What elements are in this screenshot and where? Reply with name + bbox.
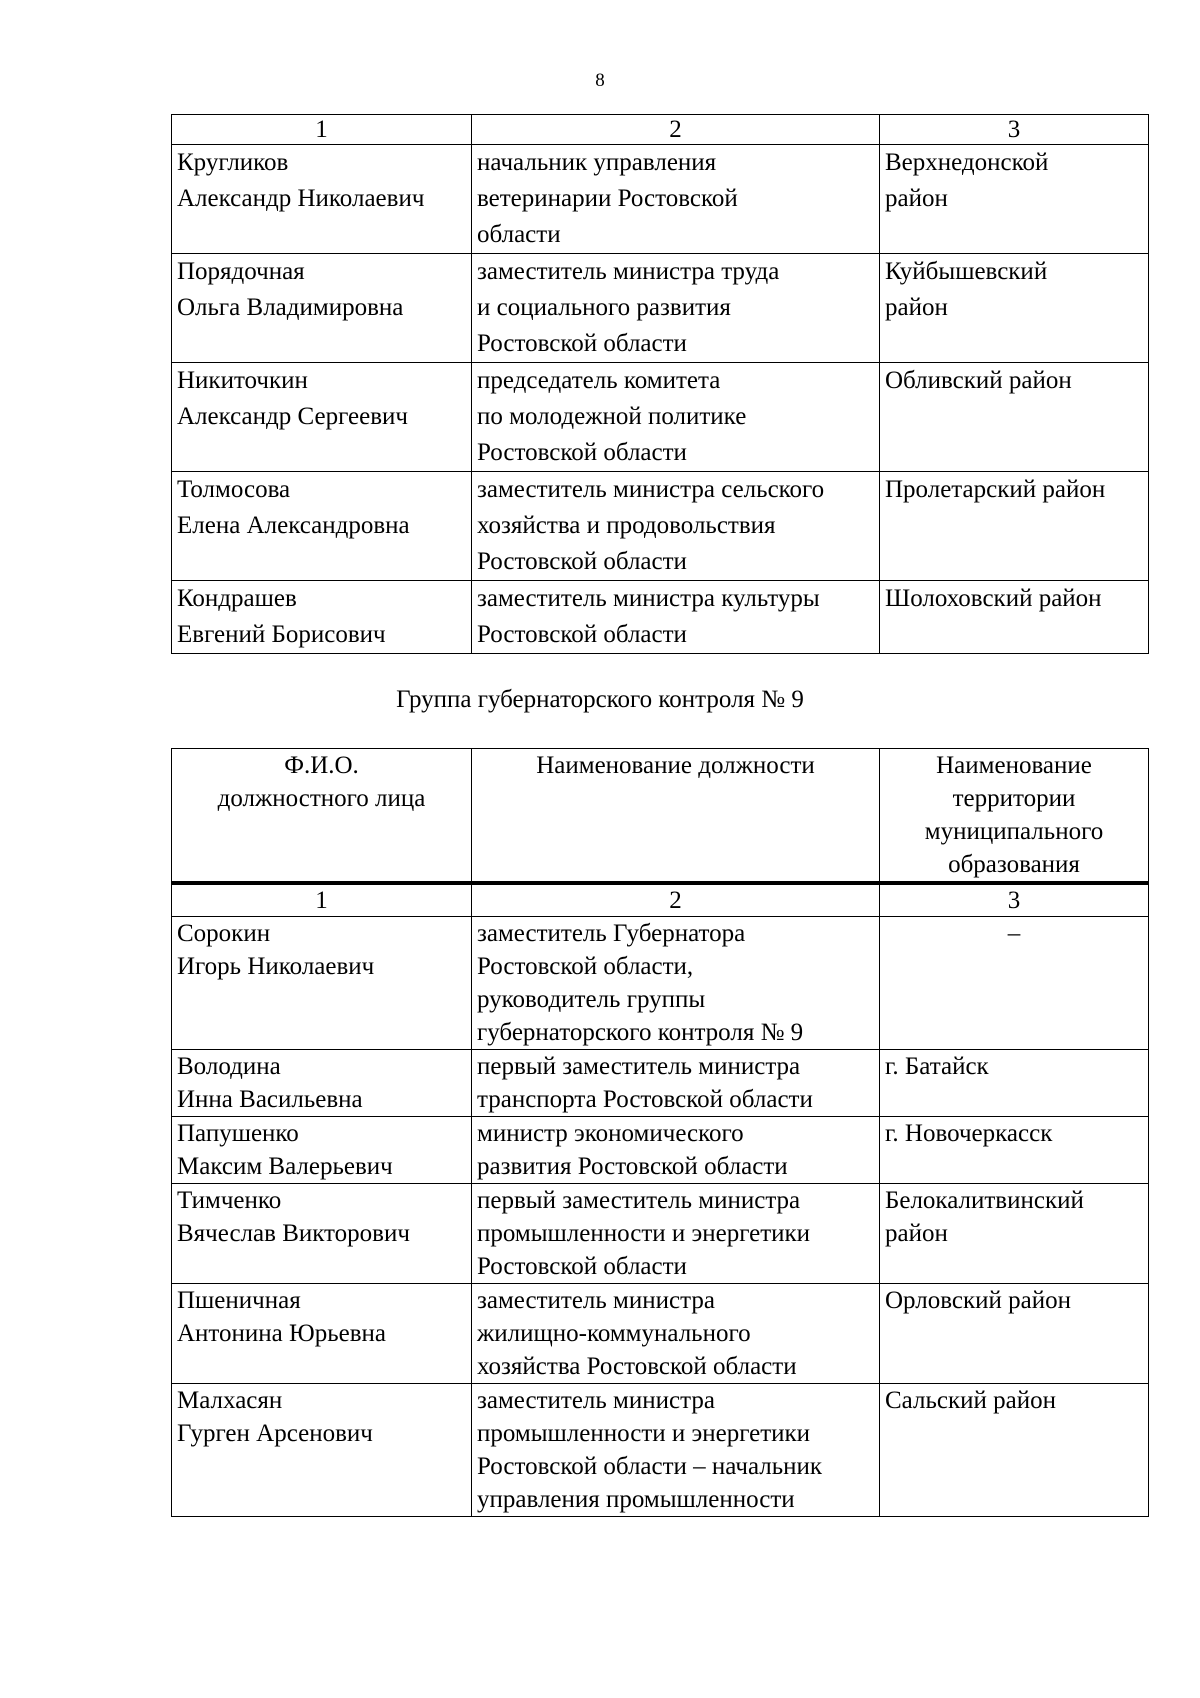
territory-cell: Верхнедонской район [880, 145, 1149, 254]
table-row [172, 1284, 1149, 1384]
column-number-row [172, 115, 1149, 145]
column-number-cell: 3 [880, 883, 1149, 917]
position-cell: заместитель министра промышленности и энергетики Ростовской области – начальник управления промышленности [472, 1384, 880, 1517]
territory-cell: Белокалитвинский район [880, 1184, 1149, 1284]
position-cell: заместитель министра сельского хозяйства и продовольствия Ростовской области [472, 472, 880, 581]
group-heading: Группа губернаторского контроля № 9 [396, 686, 804, 713]
table-row [172, 472, 1149, 581]
official-name-cell: Пшеничная Антонина Юрьевна [172, 1284, 472, 1384]
official-name-cell: Толмосова Елена Александровна [172, 472, 472, 581]
column-number-cell: 1 [172, 115, 472, 145]
position-cell: председатель комитета по молодежной политике Ростовской области [472, 363, 880, 472]
official-name-cell: Кондрашев Евгений Борисович [172, 581, 472, 654]
position-cell: заместитель министра труда и социального развития Ростовской области [472, 254, 880, 363]
column-number-row [172, 883, 1149, 917]
table-row [172, 145, 1149, 254]
territory-cell: Пролетарский район [880, 472, 1149, 581]
official-name-cell: Володина Инна Васильевна [172, 1050, 472, 1117]
table-row [172, 254, 1149, 363]
page-number: 8 [595, 70, 605, 91]
territory-cell: Шолоховский район [880, 581, 1149, 654]
official-name-cell: Кругликов Александр Николаевич [172, 145, 472, 254]
official-name-cell: Сорокин Игорь Николаевич [172, 917, 472, 1050]
table-header-row [172, 749, 1149, 884]
table-row [172, 1117, 1149, 1184]
officials-table-continued [171, 114, 1149, 654]
position-cell: заместитель Губернатора Ростовской области, руководитель группы губернаторского контроля № 9 [472, 917, 880, 1050]
official-name-cell: Тимченко Вячеслав Викторович [172, 1184, 472, 1284]
position-cell: заместитель министра жилищно-коммунального хозяйства Ростовской области [472, 1284, 880, 1384]
territory-cell: – [880, 917, 1149, 1050]
position-cell: заместитель министра культуры Ростовской области [472, 581, 880, 654]
table-row [172, 1184, 1149, 1284]
header-territory: Наименование территории муниципального образования [880, 749, 1149, 884]
territory-cell: Сальский район [880, 1384, 1149, 1517]
column-number-cell: 2 [472, 115, 880, 145]
territory-cell: г. Батайск [880, 1050, 1149, 1117]
position-cell: первый заместитель министра промышленности и энергетики Ростовской области [472, 1184, 880, 1284]
position-cell: начальник управления ветеринарии Ростовской области [472, 145, 880, 254]
official-name-cell: Папушенко Максим Валерьевич [172, 1117, 472, 1184]
position-cell: министр экономического развития Ростовской области [472, 1117, 880, 1184]
territory-cell: Куйбышевский район [880, 254, 1149, 363]
territory-cell: г. Новочеркасск [880, 1117, 1149, 1184]
header-full-name: Ф.И.О. должностного лица [172, 749, 472, 884]
territory-cell: Обливский район [880, 363, 1149, 472]
table-row [172, 363, 1149, 472]
group-9-officials-table [171, 748, 1149, 1517]
column-number-cell: 1 [172, 883, 472, 917]
official-name-cell: Малхасян Гурген Арсенович [172, 1384, 472, 1517]
table-row [172, 917, 1149, 1050]
official-name-cell: Никиточкин Александр Сергеевич [172, 363, 472, 472]
table-row [172, 581, 1149, 654]
table-row [172, 1384, 1149, 1517]
territory-cell: Орловский район [880, 1284, 1149, 1384]
position-cell: первый заместитель министра транспорта Ростовской области [472, 1050, 880, 1117]
table-row [172, 1050, 1149, 1117]
header-position: Наименование должности [472, 749, 880, 884]
column-number-cell: 2 [472, 883, 880, 917]
official-name-cell: Порядочная Ольга Владимировна [172, 254, 472, 363]
column-number-cell: 3 [880, 115, 1149, 145]
